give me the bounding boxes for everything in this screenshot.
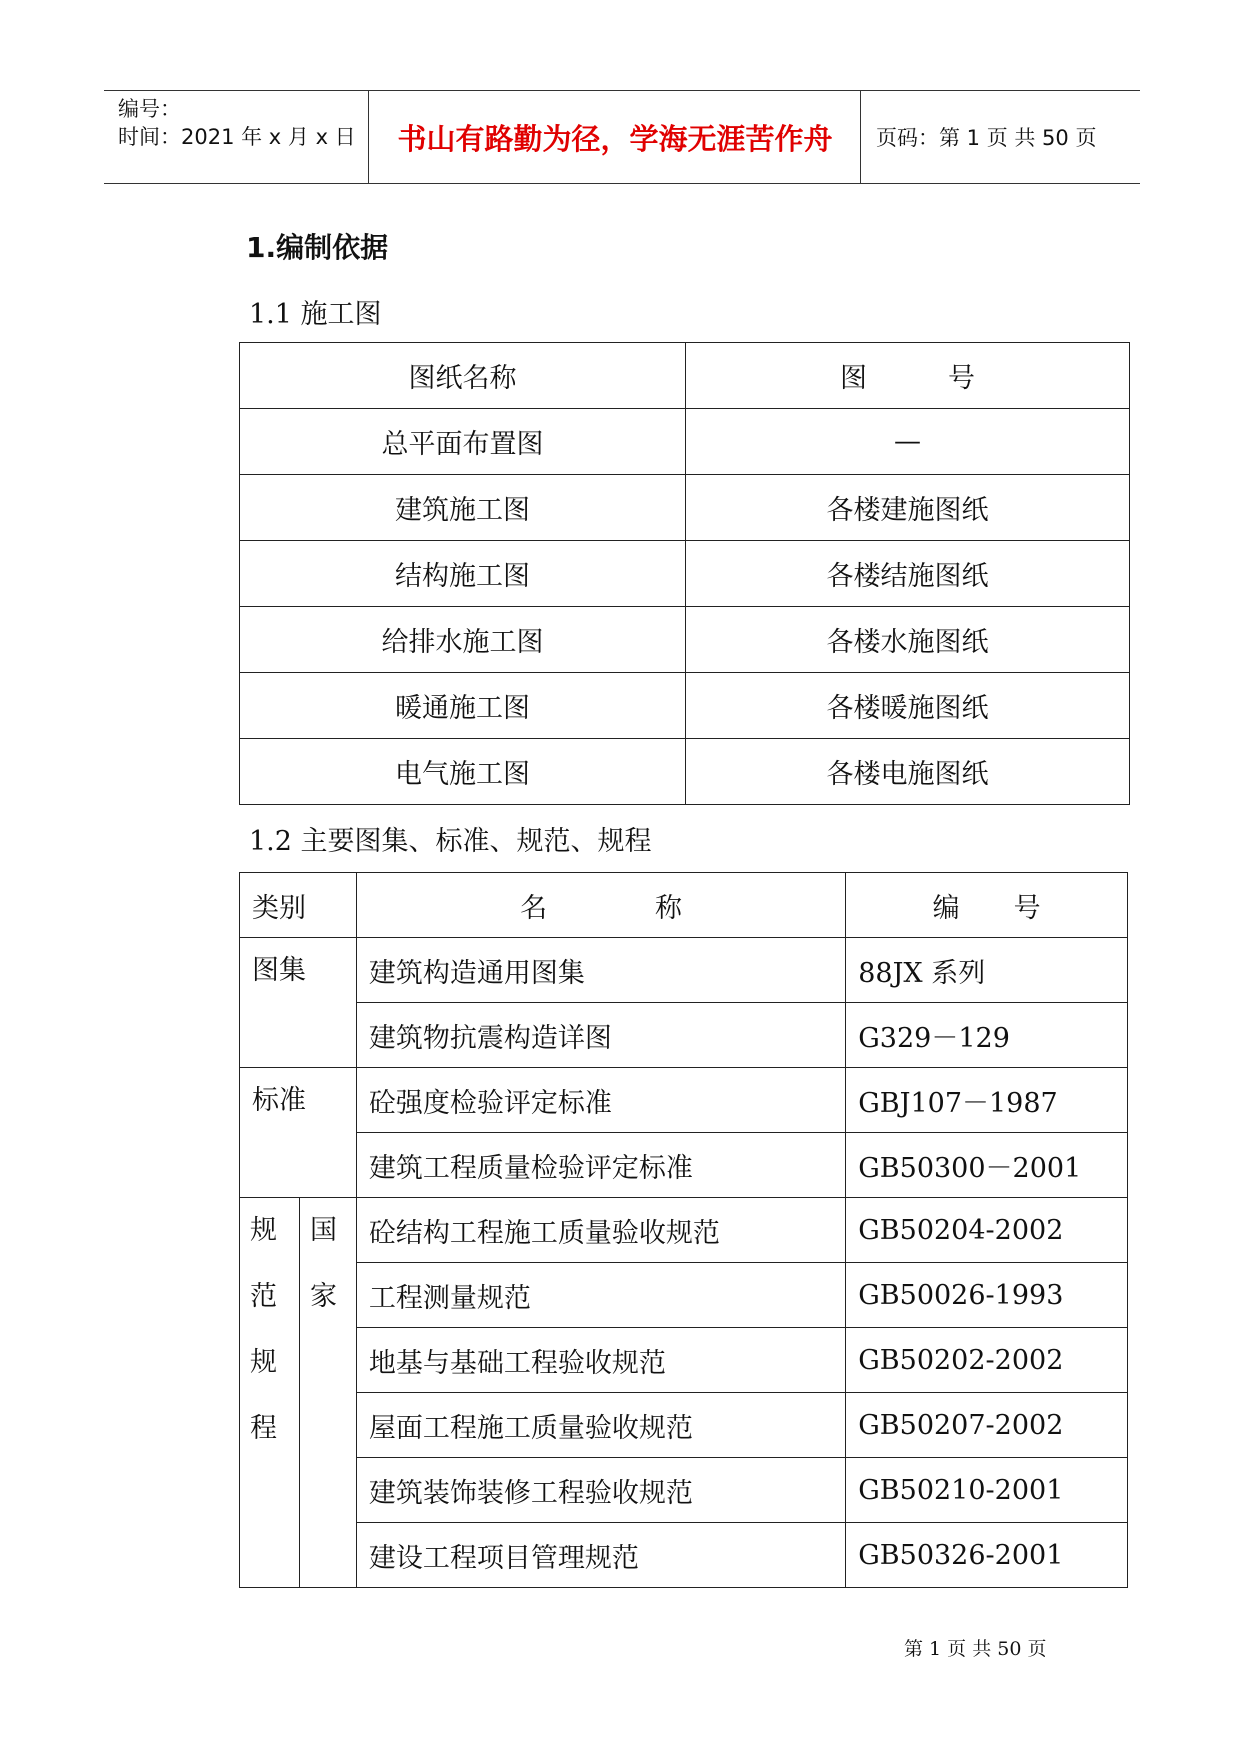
table-row <box>240 1523 1128 1588</box>
cell: — <box>686 409 1130 475</box>
section-title: 1.编制依据 <box>246 231 389 264</box>
cell: 建筑工程质量检验评定标准 <box>356 1133 845 1198</box>
category-char: 国 <box>309 1215 337 1246</box>
category-char: 程 <box>250 1413 277 1444</box>
cell: GB50326-2001 <box>846 1523 1128 1588</box>
cell: 建筑物抗震构造详图 <box>356 1003 845 1068</box>
cell: GB50300－2001 <box>846 1133 1128 1198</box>
table-row <box>240 938 1128 1003</box>
table-row <box>240 475 1130 541</box>
cell: 建筑施工图 <box>240 475 686 541</box>
drawings-table <box>239 342 1130 805</box>
time-label: 时间：2021 年 x 月 x 日 <box>118 125 356 149</box>
category-char: 范 <box>250 1281 277 1312</box>
cell: 建筑构造通用图集 <box>356 938 845 1003</box>
cell: 建筑装饰装修工程验收规范 <box>356 1458 845 1523</box>
category-national <box>299 1198 356 1588</box>
cell: G329－129 <box>846 1003 1128 1068</box>
cell: 总平面布置图 <box>240 409 686 475</box>
header-motto: 书山有路勤为径，学海无涯苦作舟 <box>370 91 861 183</box>
page-footer: 第 1 页 共 50 页 <box>904 1638 1047 1660</box>
cell: 各楼电施图纸 <box>686 739 1130 805</box>
table-row <box>240 409 1130 475</box>
cell: 各楼水施图纸 <box>686 607 1130 673</box>
cell: 各楼暖施图纸 <box>686 673 1130 739</box>
table-row <box>240 1328 1128 1393</box>
table-row <box>240 673 1130 739</box>
cell: 工程测量规范 <box>356 1263 845 1328</box>
category-char: 规 <box>250 1347 277 1378</box>
cell: 暖通施工图 <box>240 673 686 739</box>
cell: 88JX 系列 <box>846 938 1128 1003</box>
table-row <box>240 607 1130 673</box>
cell: GB50204-2002 <box>846 1198 1128 1263</box>
category-atlas: 图集 <box>240 938 357 1068</box>
table-row <box>240 1393 1128 1458</box>
header-meta <box>104 91 369 183</box>
table-header-row <box>240 343 1130 409</box>
cell: GB50207-2002 <box>846 1393 1128 1458</box>
cell: 结构施工图 <box>240 541 686 607</box>
cell: 地基与基础工程验收规范 <box>356 1328 845 1393</box>
header-cell: 图纸名称 <box>240 343 686 409</box>
category-char: 规 <box>250 1215 277 1246</box>
subsection-standards-title: 1.2 主要图集、标准、规范、规程 <box>249 826 652 857</box>
cell: GBJ107－1987 <box>846 1068 1128 1133</box>
table-header-row <box>240 873 1128 938</box>
cell: 各楼建施图纸 <box>686 475 1130 541</box>
standards-table <box>239 872 1128 1588</box>
header-cell: 图 号 <box>686 343 1130 409</box>
cell: 砼强度检验评定标准 <box>356 1068 845 1133</box>
header-cell: 名 称 <box>356 873 845 938</box>
table-row <box>240 1198 1128 1263</box>
cell: 电气施工图 <box>240 739 686 805</box>
table-row <box>240 739 1130 805</box>
cell: GB50026-1993 <box>846 1263 1128 1328</box>
table-row <box>240 1003 1128 1068</box>
document-header <box>104 90 1140 184</box>
table-row <box>240 1068 1128 1133</box>
table-row <box>240 1458 1128 1523</box>
table-row <box>240 541 1130 607</box>
cell: 屋面工程施工质量验收规范 <box>356 1393 845 1458</box>
category-char: 家 <box>309 1281 337 1312</box>
table-row <box>240 1133 1128 1198</box>
cell: 各楼结施图纸 <box>686 541 1130 607</box>
category-spec <box>240 1198 300 1588</box>
category-standard: 标准 <box>240 1068 357 1198</box>
cell: GB50210-2001 <box>846 1458 1128 1523</box>
cell: 建设工程项目管理规范 <box>356 1523 845 1588</box>
cell: 给排水施工图 <box>240 607 686 673</box>
header-page-info: 页码：第 1 页 共 50 页 <box>876 126 1097 150</box>
header-cell: 类别 <box>240 873 357 938</box>
header-cell: 编 号 <box>846 873 1128 938</box>
cell: 砼结构工程施工质量验收规范 <box>356 1198 845 1263</box>
table-row <box>240 1263 1128 1328</box>
subsection-drawings-title: 1.1 施工图 <box>249 299 382 330</box>
cell: GB50202-2002 <box>846 1328 1128 1393</box>
code-label: 编号： <box>118 97 181 121</box>
